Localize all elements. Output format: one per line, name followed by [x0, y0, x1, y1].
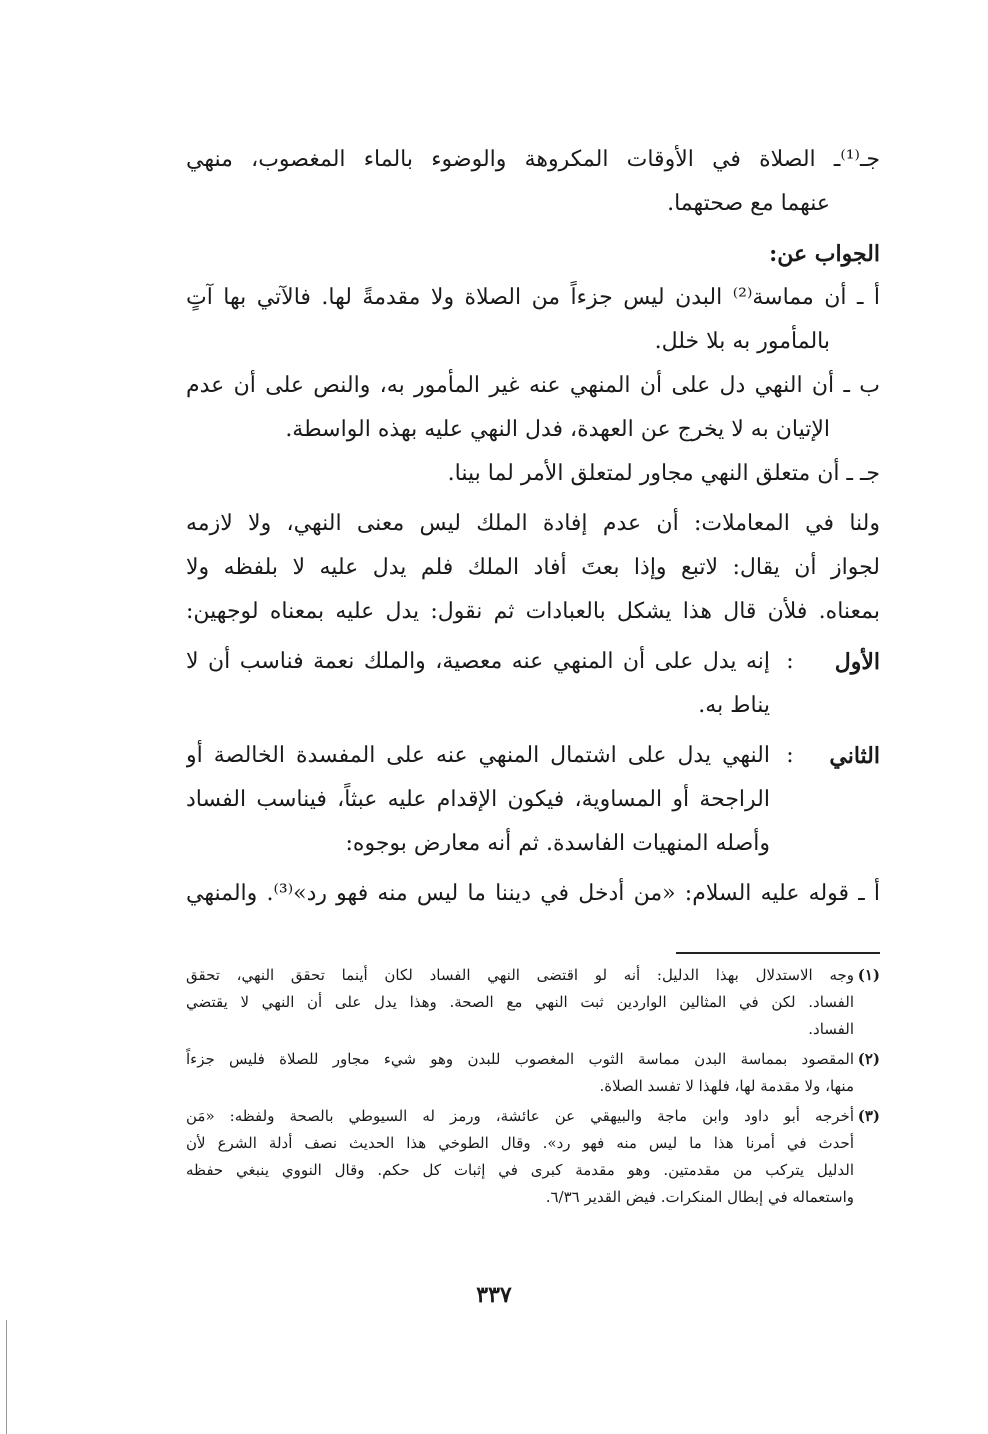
intro-line-2: عنهما مع صحتهما. [667, 191, 830, 216]
footnote-2 [186, 1046, 880, 1100]
first-colon: : [786, 649, 794, 674]
page-number: ٣٣٧ [476, 1282, 512, 1308]
answer-b-line-2: الإتيان به لا يخرج عن العهدة، فدل النهي عليه بهذه الواسطة. [285, 417, 830, 442]
first-line-2: يناط به. [698, 693, 770, 718]
answer-a-line-2: بالمأمور به بلا خلل. [654, 329, 830, 354]
footnote-2-number: (٢) [857, 1050, 880, 1068]
footnote-separator [676, 952, 880, 954]
para-line-2: لجواز أن يقال: لاتبع وإذا بعتَ أفاد الملك فلم يدل عليه لا بلفظه ولا [186, 555, 880, 580]
footnote-1-line-1: وجه الاستدلال بهذا الدليل: أنه لو اقتضى النهي الفساد لكان أينما تحقق النهي، تحقق [186, 966, 854, 984]
para-line-3: بمعناه. فلأن قال هذا يشكل بالعبادات ثم نقول: يدل عليه بمعناه لوجهين: [186, 599, 880, 624]
footnote-3-number: (٣) [857, 1107, 880, 1125]
footnote-3-line-1: أخرجه أبو داود وابن ماجة والبيهقي عن عائشة، ورمز له السيوطي بالصحة ولفظه: «مَن [186, 1107, 854, 1125]
footnote-1-line-2: الفساد. لكن في المثالين الواردين ثبت النهي مع الصحة. وهذا يدل على أن النهي لا يقتضي [186, 993, 854, 1011]
second-line-2: الراجحة أو المساوية، فيكون الإقدام عليه عبثاً، فيناسب الفساد [186, 787, 770, 812]
first-reason [186, 640, 880, 684]
first-line-1: إنه يدل على أن المنهي عنه معصية، والملك نعمة فناسب أن لا [186, 649, 770, 674]
main-text [186, 138, 880, 916]
footnote-3-line-3: الدليل يتركب من مقدمتين. وهو مقدمة كبرى في إثبات كل حكم. وقال النووي ينبغي حفظه [186, 1161, 854, 1179]
second-line-3: وأصله المنهيات الفاسدة. ثم أنه معارض بوجوه: [345, 831, 770, 856]
last-line: أ ـ قوله عليه السلام: «من أدخل في ديننا ما ليس منه فهو رد»⁽³⁾. والمنهي [186, 881, 880, 906]
second-line-1: النهي يدل على اشتمال المنهي عنه على المفسدة الخالصة أو [186, 743, 770, 768]
footnote-1-line-3: الفساد. [808, 1020, 854, 1038]
para-line-1: ولنا في المعاملات: أن عدم إفادة الملك ليس معنى النهي، ولا لازمه [186, 511, 880, 536]
footnotes [186, 962, 880, 1214]
intro-line-1: جـ⁽¹⁾ـ الصلاة في الأوقات المكروهة والوضوء بالماء المغصوب، منهي [186, 147, 880, 172]
footnote-3-line-2: أحدث في أمرنا هذا ما ليس منه فهو رد». وقال الطوخي هذا الحديث نصف أدلة الشرع لأن [186, 1134, 854, 1152]
footnote-2-line-2: منها، ولا مقدمة لها، فلهذا لا تفسد الصلاة. [599, 1077, 854, 1095]
second-label: الثاني [829, 743, 880, 769]
footnote-1-number: (١) [857, 966, 880, 984]
second-reason [186, 734, 880, 778]
answer-a-line-1: أ ـ أن مماسة⁽²⁾ البدن ليس جزءاً من الصلاة ولا مقدمةً لها. فالآتي بها آتٍ [186, 285, 880, 310]
answer-heading: الجواب عن: [769, 241, 880, 267]
footnote-3-line-4: واستعماله في إبطال المنكرات. فيض القدير ٦/٣٦. [545, 1188, 854, 1206]
first-label: الأول [834, 649, 880, 675]
answer-c-line: جـ ـ أن متعلق النهي مجاور لمتعلق الأمر لما بينا. [447, 461, 880, 486]
scan-edge-line [6, 1320, 7, 1434]
answer-b-line-1: ب ـ أن النهي دل على أن المنهي عنه غير المأمور به، والنص على أن عدم [186, 373, 880, 398]
footnote-2-line-1: المقصود بمماسة البدن مماسة الثوب المغصوب للبدن وهو شيء مجاور للصلاة فليس جزءاً [186, 1050, 854, 1068]
footnote-1 [186, 962, 880, 1043]
second-colon: : [786, 743, 794, 768]
footnote-3 [186, 1103, 880, 1211]
